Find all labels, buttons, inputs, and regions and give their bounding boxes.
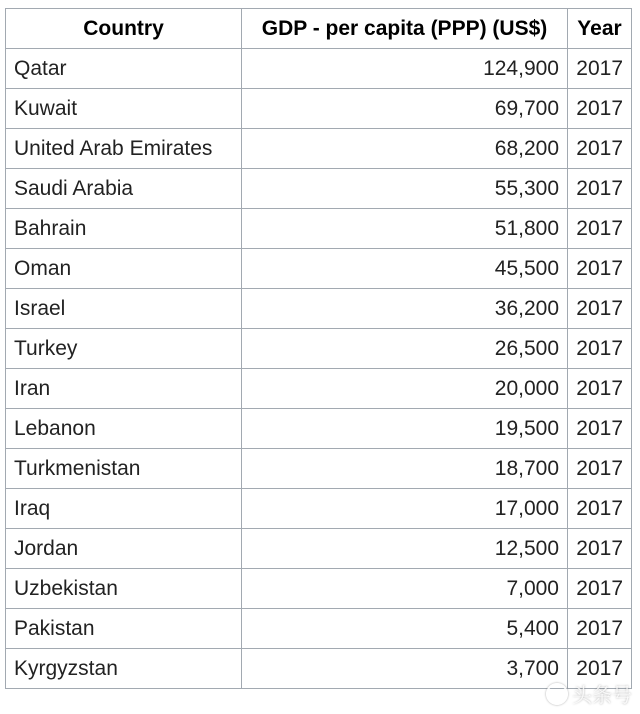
- header-year[interactable]: Year: [568, 9, 632, 49]
- gdp-cell: 51,800: [242, 209, 568, 249]
- country-cell: Jordan: [6, 529, 242, 569]
- table-row: [6, 49, 632, 89]
- header-row: [6, 9, 632, 49]
- country-cell: Iraq: [6, 489, 242, 529]
- year-cell: 2017: [568, 369, 632, 409]
- gdp-cell: 17,000: [242, 489, 568, 529]
- country-cell: Kyrgyzstan: [6, 649, 242, 689]
- gdp-cell: 26,500: [242, 329, 568, 369]
- gdp-cell: 69,700: [242, 89, 568, 129]
- table-row: [6, 569, 632, 609]
- year-cell: 2017: [568, 249, 632, 289]
- gdp-cell: 68,200: [242, 129, 568, 169]
- year-cell: 2017: [568, 529, 632, 569]
- header-country[interactable]: Country: [6, 9, 242, 49]
- table-row: [6, 489, 632, 529]
- circle-logo-icon: [546, 683, 568, 705]
- gdp-cell: 55,300: [242, 169, 568, 209]
- table-row: [6, 169, 632, 209]
- year-cell: 2017: [568, 569, 632, 609]
- country-cell: Lebanon: [6, 409, 242, 449]
- year-cell: 2017: [568, 209, 632, 249]
- country-cell: United Arab Emirates: [6, 129, 242, 169]
- gdp-cell: 36,200: [242, 289, 568, 329]
- year-cell: 2017: [568, 489, 632, 529]
- gdp-cell: 45,500: [242, 249, 568, 289]
- table-row: [6, 609, 632, 649]
- year-cell: 2017: [568, 329, 632, 369]
- country-cell: Bahrain: [6, 209, 242, 249]
- table-row: [6, 529, 632, 569]
- country-cell: Israel: [6, 289, 242, 329]
- table-row: [6, 409, 632, 449]
- table-row: [6, 649, 632, 689]
- gdp-cell: 18,700: [242, 449, 568, 489]
- gdp-cell: 12,500: [242, 529, 568, 569]
- watermark-text: 头条号: [572, 685, 632, 707]
- table-row: [6, 209, 632, 249]
- country-cell: Uzbekistan: [6, 569, 242, 609]
- table-row: [6, 369, 632, 409]
- country-cell: Turkmenistan: [6, 449, 242, 489]
- country-cell: Iran: [6, 369, 242, 409]
- country-cell: Pakistan: [6, 609, 242, 649]
- table-row: [6, 249, 632, 289]
- gdp-cell: 20,000: [242, 369, 568, 409]
- country-cell: Kuwait: [6, 89, 242, 129]
- table-row: [6, 89, 632, 129]
- year-cell: 2017: [568, 409, 632, 449]
- year-cell: 2017: [568, 449, 632, 489]
- year-cell: 2017: [568, 169, 632, 209]
- table-row: [6, 129, 632, 169]
- table-row: [6, 329, 632, 369]
- table-row: [6, 289, 632, 329]
- gdp-cell: 19,500: [242, 409, 568, 449]
- gdp-cell: 7,000: [242, 569, 568, 609]
- year-cell: 2017: [568, 129, 632, 169]
- year-cell: 2017: [568, 649, 632, 689]
- country-cell: Oman: [6, 249, 242, 289]
- header-gdp[interactable]: GDP - per capita (PPP) (US$): [242, 9, 568, 49]
- gdp-cell: 3,700: [242, 649, 568, 689]
- year-cell: 2017: [568, 289, 632, 329]
- year-cell: 2017: [568, 49, 632, 89]
- watermark: [546, 679, 632, 708]
- year-cell: 2017: [568, 609, 632, 649]
- table-row: [6, 449, 632, 489]
- country-cell: Qatar: [6, 49, 242, 89]
- country-cell: Turkey: [6, 329, 242, 369]
- gdp-cell: 5,400: [242, 609, 568, 649]
- year-cell: 2017: [568, 89, 632, 129]
- country-cell: Saudi Arabia: [6, 169, 242, 209]
- gdp-cell: 124,900: [242, 49, 568, 89]
- gdp-table: [5, 8, 632, 689]
- table-body: [6, 49, 632, 689]
